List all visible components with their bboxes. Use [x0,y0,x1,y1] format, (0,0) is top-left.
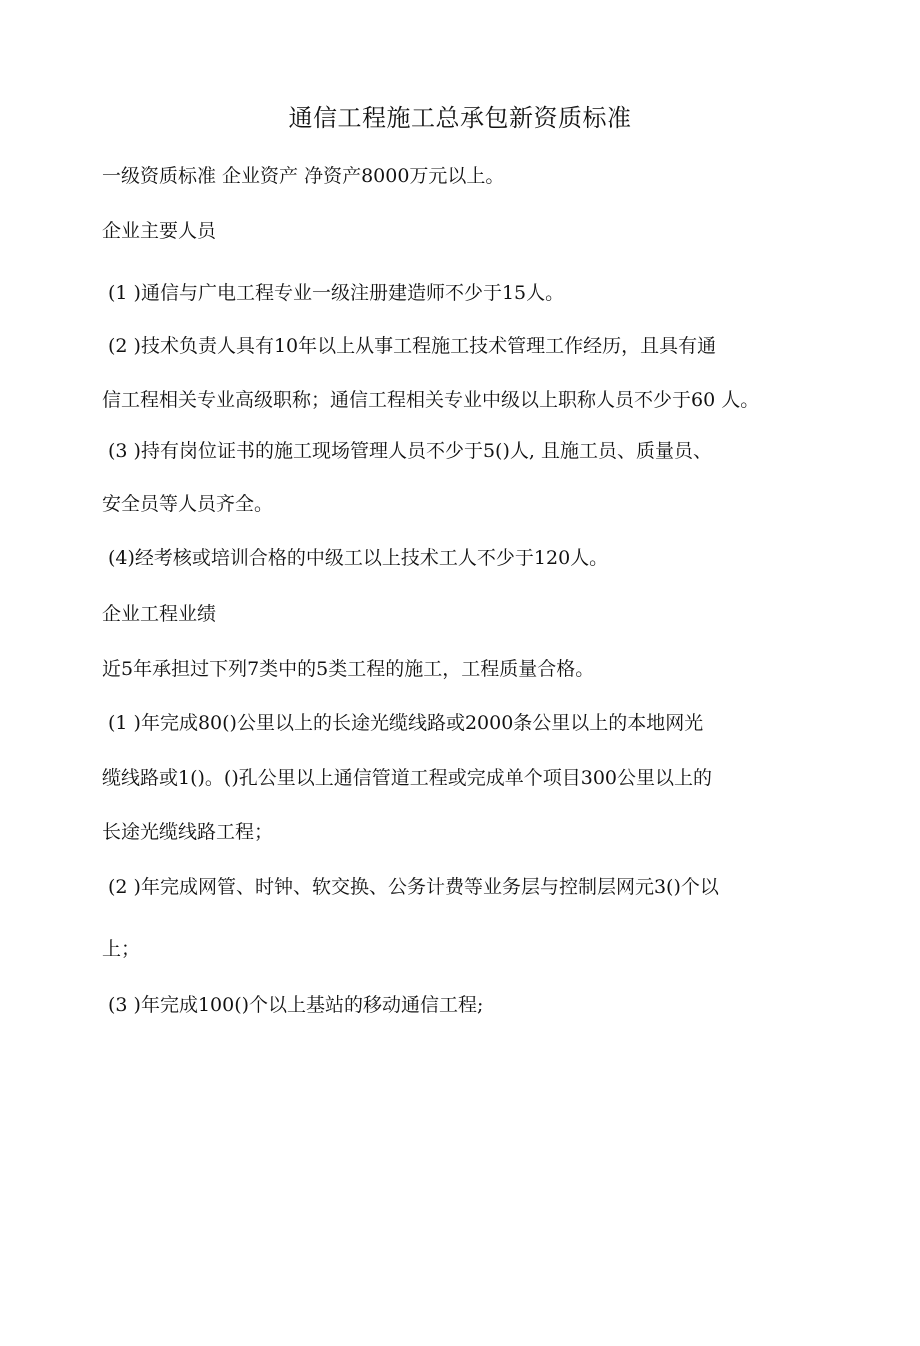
paragraph-line: (4)经考核或培训合格的中级工以上技术工人不少于120人。 [108,547,609,569]
paragraph-line: (1 )通信与广电工程专业一级注册建造师不少于15人。 [108,282,565,304]
paragraph-line: (3 )年完成100()个以上基站的移动通信工程; [108,994,484,1016]
paragraph-line: (2 )年完成网管、时钟、软交换、公务计费等业务层与控制层网元3()个以 [108,876,719,898]
document-title: 通信工程施工总承包新资质标准 [288,104,632,132]
section-heading: 企业工程业绩 [102,603,217,625]
paragraph-line: 近5年承担过下列7类中的5类工程的施工，工程质量合格。 [102,658,595,680]
paragraph-line: 一级资质标准 企业资产 净资产8000万元以上。 [102,165,505,187]
section-heading: 企业主要人员 [102,220,217,242]
paragraph-line: 长途光缆线路工程； [102,821,274,843]
paragraph-line: (2 )技术负责人具有10年以上从事工程施工技术管理工作经历，且具有通 [108,335,717,357]
paragraph-line: 信工程相关专业高级职称；通信工程相关专业中级以上职称人员不少于60 人。 [102,389,760,411]
paragraph-line: 安全员等人员齐全。 [102,493,274,515]
paragraph-line: 缆线路或1()。()孔公里以上通信管道工程或完成单个项目300公里以上的 [102,767,713,789]
paragraph-line: (3 )持有岗位证书的施工现场管理人员不少于5()人, 且施工员、质量员、 [108,440,712,462]
paragraph-line: 上； [102,938,141,960]
paragraph-line: (1 )年完成80()公里以上的长途光缆线路或2000条公里以上的本地网光 [108,712,704,734]
